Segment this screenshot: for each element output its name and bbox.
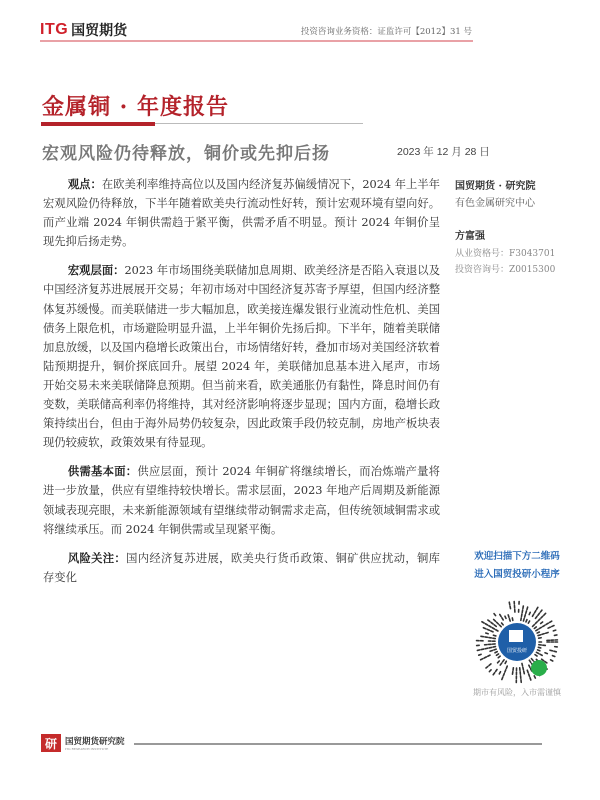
- qr-caption-line2: 进入国贸投研小程序: [474, 569, 560, 580]
- paragraph-text: 供应层面，预计 2024 年铜矿将继续增长，而冶炼端产量将进一步放量，供应有望维持较快增长。需求层面，2023 年地产后周期及新能源领域表现亮眼，未来新能源领域有望继续带动铜需求走高，但传统领域铜需求或将继续承压。而 2024 年铜供需或呈现紧平衡。: [43, 465, 440, 536]
- footer-divider: [134, 743, 542, 745]
- logo-en: ITG: [40, 21, 69, 38]
- paragraph-macro: [43, 261, 440, 452]
- paragraph-label: 供需基本面：: [67, 464, 138, 479]
- report-body: [43, 175, 440, 597]
- company-logo: [40, 20, 127, 40]
- risk-note: 期市有风险，入市需谨慎: [473, 688, 561, 697]
- qualification-number: 从业资格号：F3043701: [455, 248, 556, 259]
- logo-cn: 国贸期货: [71, 22, 128, 38]
- footer-logo: [41, 734, 125, 752]
- qr-center-label: 国贸投研: [506, 648, 528, 654]
- paragraph-label: 观点：: [67, 177, 102, 191]
- qr-caption-line1: 欢迎扫描下方二维码: [474, 551, 560, 562]
- paragraph-label: 风险关注：: [67, 550, 127, 565]
- institute-name: 国贸期货 · 研究院: [455, 181, 536, 192]
- footer-org: 国贸期货研究院: [65, 736, 125, 746]
- mini-program-qr-code[interactable]: [473, 598, 561, 686]
- consulting-number: 投资咨询号：Z0015300: [455, 265, 556, 275]
- title-underline-accent: [41, 122, 155, 126]
- analyst-name: 方富强: [455, 231, 485, 242]
- paragraph-text: 2023 年市场围绕美联储加息周期、欧美经济是否陷入衰退以及中国经济复苏进展展开交易；年初市场对中国经济复苏寄予厚望，但国内经济整体复苏缓慢。而美联储进一步大幅加息，欧美接连爆发银行业流动性危机、美国债务上限危机，市场避险明显升温，上半年铜价先扬后抑。下半年，随着美联储加息放缓，以及国内稳增长政策出台，市场情绪好转，叠加市场对美国经济软着陆预期提升，铜价探底回升。展望 2024 年，美联储加息基本进入尾声，市场开始交易未来美联储降息预期。但当前来看，欧美通胀仍有黏性，降息时间仍有变数，美联储高利率仍将维持，其对经济影响将逐步显现；国内方面，稳增长政策持续出台，但由于海外局势仍较复杂，因此政策手段仍较克制，房地产板块表现仍较疲软，政策效果有待显现。: [43, 264, 440, 450]
- report-subtitle: 宏观风险仍待释放，铜价或先抑后扬: [42, 144, 330, 164]
- footer-org-en: ITG RESEARCH INSTITUTE: [65, 747, 109, 751]
- paragraph-label: 宏观层面：: [67, 263, 125, 278]
- license-text: 投资咨询业务资格：证监许可【2012】31 号: [300, 27, 472, 37]
- report-title: 金属铜 · 年度报告: [42, 94, 229, 120]
- author-info: [455, 179, 555, 279]
- mini-program-icon: [531, 660, 547, 676]
- paragraph-view: [43, 175, 440, 251]
- title-underline: [155, 123, 363, 124]
- header-divider: [40, 40, 473, 42]
- qr-caption: [467, 548, 567, 584]
- department-name: 有色金属研究中心: [455, 197, 535, 209]
- report-date: 2023 年 12 月 28 日: [397, 146, 490, 158]
- paragraph-risk: [43, 549, 440, 587]
- research-mark-icon: 研: [41, 734, 61, 752]
- paragraph-text: 在欧美利率维持高位以及国内经济复苏偏缓情况下，2024 年上半年宏观风险仍待释放，下半年随着欧美央行流动性好转，预计宏观环境有望向好。而产业端 2024 年铜供需趋于紧平衡，供需矛盾不明显。预计 2024 年铜价呈现先抑后扬走势。: [43, 178, 440, 249]
- paragraph-supply-demand: [43, 462, 440, 538]
- paragraph-text: 国内经济复苏进展，欧美央行货币政策、铜矿供应扰动，铜库存变化: [43, 551, 440, 584]
